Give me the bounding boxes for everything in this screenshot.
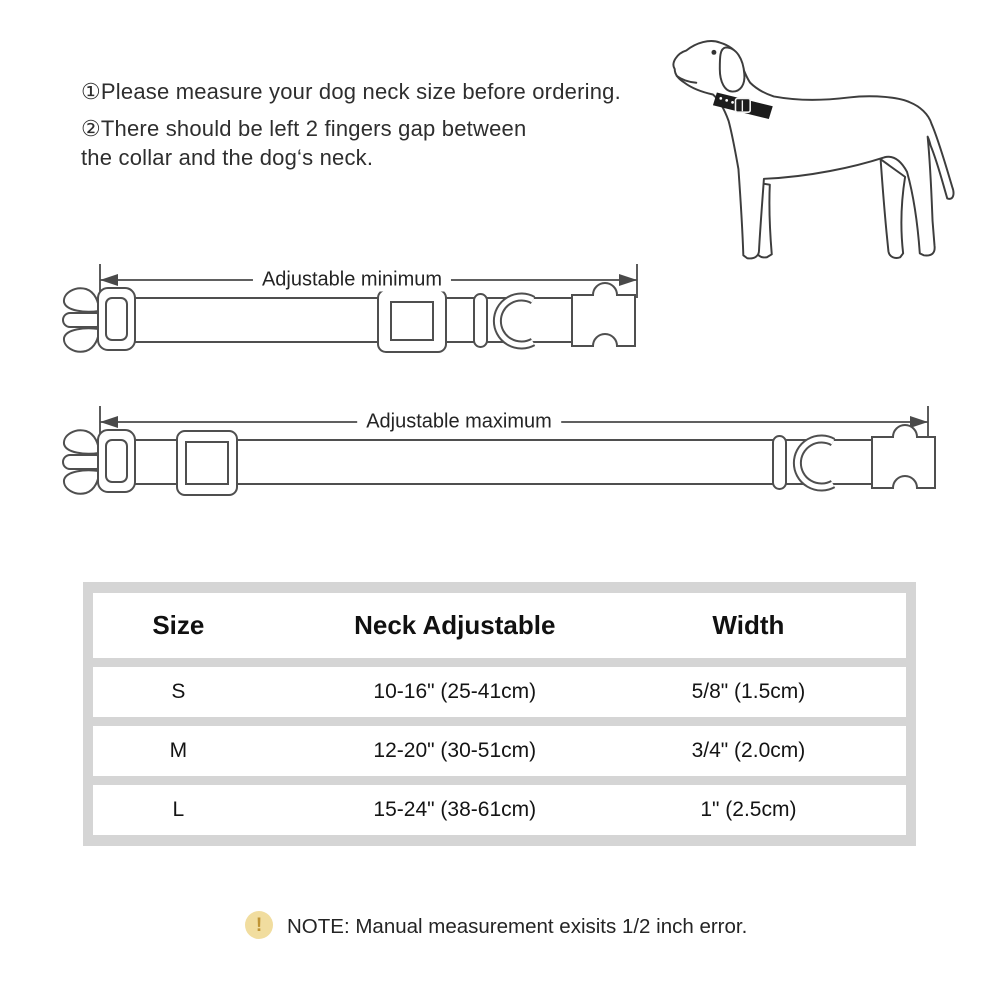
cell-size: S (171, 680, 186, 703)
collar-diagram-maximum (55, 400, 965, 505)
dog-illustration (650, 20, 970, 270)
dog-far-rear-leg (881, 159, 906, 258)
maximum-label: Adjustable maximum (357, 411, 561, 434)
size-table (83, 582, 916, 846)
size-table-header-row (93, 593, 906, 658)
table-row (93, 667, 906, 717)
cell-neck: 10-16" (25-41cm) (373, 680, 537, 703)
dog-ear (720, 47, 745, 91)
header-width: Width (712, 610, 785, 640)
header-size: Size (152, 610, 205, 640)
cell-width: 3/4" (2.0cm) (691, 739, 806, 762)
exclamation-icon: ! (245, 911, 273, 939)
note-text: NOTE: Manual measurement exisits 1/2 inch error. (287, 915, 748, 938)
cell-width: 1" (2.5cm) (700, 798, 797, 821)
keeper-loop (773, 436, 786, 489)
collar-strap (133, 440, 872, 484)
cell-neck: 12-20" (30-51cm) (373, 739, 537, 762)
buckle-male (63, 430, 135, 494)
instruction-line-2: ②There should be left 2 fingers gap between (81, 116, 527, 141)
minimum-label: Adjustable minimum (253, 269, 451, 292)
cell-neck: 15-24" (38-61cm) (373, 798, 537, 821)
slider-triglide (378, 290, 446, 352)
header-neck: Neck Adjustable (354, 610, 556, 640)
table-row (93, 726, 906, 776)
cell-size: L (172, 798, 185, 821)
cell-width: 5/8" (1.5cm) (691, 680, 806, 703)
buckle-female (572, 283, 635, 346)
dog-body-outline (673, 41, 953, 258)
collar-diagram-minimum (55, 258, 655, 363)
instruction-line-3: the collar and the dog‘s neck. (81, 145, 374, 170)
table-row (93, 785, 906, 835)
cell-size: M (169, 739, 188, 762)
buckle-female (872, 425, 935, 488)
slider-triglide (177, 431, 237, 495)
buckle-male (63, 288, 135, 352)
dog-eye (711, 50, 716, 55)
instruction-line-1: ①Please measure your dog neck size before ordering. (81, 79, 621, 104)
keeper-loop (474, 294, 487, 347)
